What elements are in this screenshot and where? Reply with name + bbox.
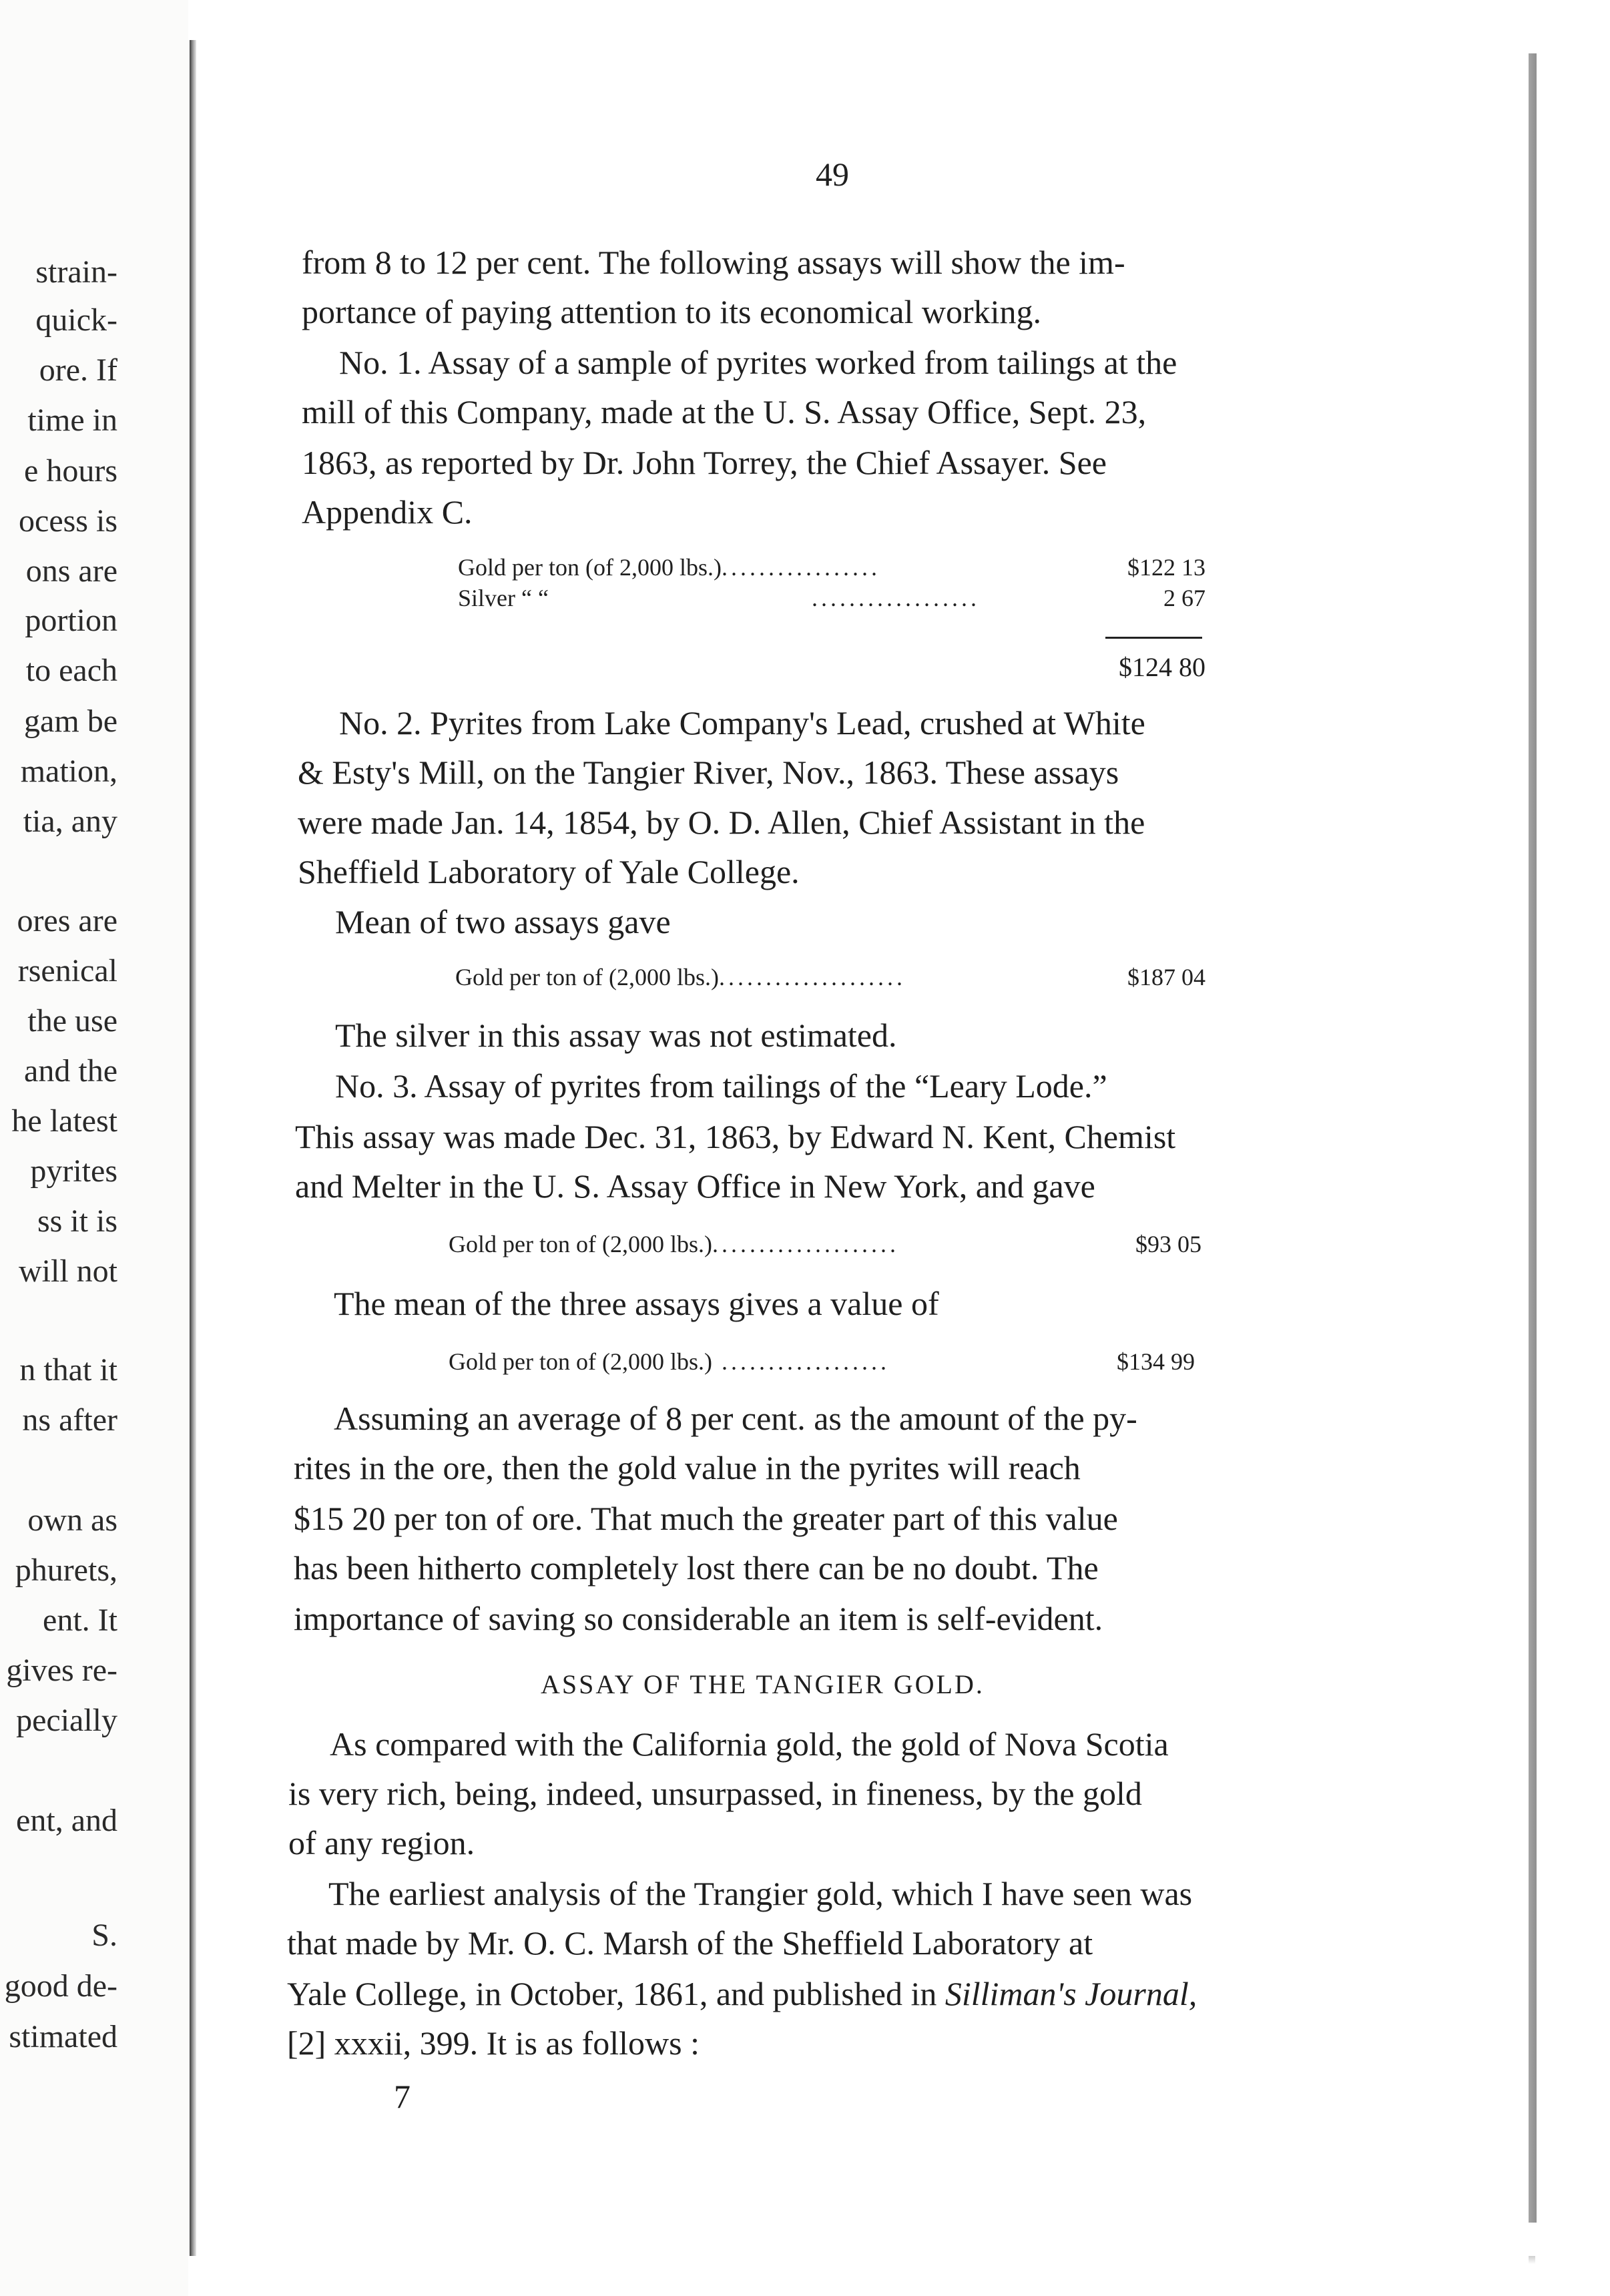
facing-text-fragment: ss it is (37, 1203, 117, 1239)
facing-text-fragment: to each (25, 653, 117, 688)
assay-total-value: $124 80 (1119, 652, 1205, 682)
facing-text-fragment: quick- (35, 302, 117, 338)
text-line: Assuming an average of 8 per cent. as the amount of the py- (334, 1400, 1137, 1437)
text-line: has been hitherto completely lost there can be no doubt. The (294, 1549, 1099, 1587)
dot-leader: .................. (812, 585, 980, 611)
facing-text-fragment: n that it (19, 1352, 117, 1388)
text-line: Mean of two assays gave (335, 903, 671, 940)
facing-text-fragment: ores are (17, 903, 117, 938)
text-line: were made Jan. 14, 1854, by O. D. Allen, Chief Assistant in the (298, 804, 1145, 841)
assay-label: Silver “ “ (458, 585, 549, 611)
text-line: [2] xxxii, 399. It is as follows : (287, 2024, 700, 2062)
text-line: portance of paying attention to its economical working. (302, 293, 1042, 330)
assay-label: Gold per ton of (2,000 lbs.) (455, 964, 719, 990)
assay-value: $93 05 (1135, 1231, 1201, 1257)
facing-text-fragment: ore. If (39, 352, 117, 388)
assay-value: $122 13 (1127, 554, 1205, 581)
assay-label: Gold per ton of (2,000 lbs.) (449, 1231, 712, 1257)
facing-text-fragment: mation, (20, 754, 117, 789)
facing-text-fragment: good de- (4, 1968, 117, 2004)
facing-text-fragment: tia, any (23, 804, 117, 839)
facing-page-fragment (0, 0, 188, 2296)
assay-row-gold (458, 555, 1205, 579)
text-line: & Esty's Mill, on the Tangier River, Nov., 1863. These assays (298, 754, 1119, 791)
page-number: 49 (816, 156, 849, 193)
text-line (302, 246, 1356, 279)
facing-text-fragment: time in (27, 402, 117, 438)
facing-text-fragment: ons are (25, 553, 117, 589)
text-line: As compared with the California gold, the gold of Nova Scotia (330, 1725, 1169, 1763)
text-line-content: from 8 to 12 per cent. The following assays will show the im- (302, 244, 1125, 281)
facing-text-fragment: e hours (24, 453, 117, 489)
sum-rule (1105, 637, 1202, 639)
facing-text-fragment: pyrites (30, 1153, 117, 1189)
facing-text-fragment: the use (27, 1003, 117, 1039)
assay-label: Gold per ton of (2,000 lbs.) (449, 1348, 712, 1375)
text-line: No. 2. Pyrites from Lake Company's Lead, crushed at White (339, 704, 1145, 742)
text-line: is very rich, being, indeed, unsurpassed, in fineness, by the gold (288, 1775, 1142, 1812)
facing-text-fragment: stimated (9, 2019, 117, 2054)
text-line: No. 1. Assay of a sample of pyrites worked from tailings at the (339, 344, 1177, 381)
facing-text-fragment: will not (18, 1253, 117, 1289)
facing-text-fragment: strain- (35, 254, 117, 290)
text-line: mill of this Company, made at the U. S. Assay Office, Sept. 23, (302, 393, 1147, 431)
assay-value: 2 67 (1163, 585, 1205, 611)
facing-text-fragment: phurets, (15, 1552, 117, 1588)
facing-text-fragment: portion (25, 603, 117, 638)
text-line: No. 3. Assay of pyrites from tailings of the “Leary Lode.” (335, 1067, 1107, 1105)
facing-text-fragment: ocess is (19, 503, 117, 539)
section-heading: ASSAY OF THE TANGIER GOLD. (541, 1669, 985, 1699)
text-line: Appendix C. (302, 493, 473, 531)
signature-mark: 7 (394, 2078, 411, 2115)
book-gutter (190, 40, 196, 2256)
assay-row-gold-mean (449, 1350, 1195, 1374)
assay-label: Gold per ton (of 2,000 lbs.) (458, 554, 722, 581)
text-line-content: Yale College, in October, 1861, and published in (287, 1975, 945, 2012)
text-line: The earliest analysis of the Trangier gold, which I have seen was (328, 1875, 1193, 1912)
text-line: The mean of the three assays gives a value of (334, 1285, 939, 1322)
text-line: $15 20 per ton of ore. That much the greater part of this value (294, 1500, 1118, 1537)
text-line: 1863, as reported by Dr. John Torrey, the Chief Assayer. See (302, 444, 1107, 481)
dot-leader: .................... (718, 964, 906, 990)
journal-title: Silliman's Journal, (945, 1975, 1197, 2012)
facing-text-fragment: gives re- (6, 1653, 117, 1688)
facing-text-fragment: pecially (16, 1703, 117, 1738)
dot-leader: .................. (712, 1348, 890, 1375)
text-line: This assay was made Dec. 31, 1863, by Edward N. Kent, Chemist (295, 1118, 1176, 1155)
facing-text-fragment: ent, and (16, 1803, 117, 1838)
text-line: importance of saving so considerable an item is self-evident. (294, 1600, 1103, 1637)
assay-value: $134 99 (1117, 1348, 1195, 1375)
text-line: Sheffield Laboratory of Yale College. (298, 853, 800, 890)
facing-text-fragment: S. (91, 1918, 117, 1953)
facing-text-fragment: rsenical (17, 953, 117, 988)
text-line: of any region. (288, 1824, 475, 1861)
dot-leader: .................... (712, 1231, 899, 1257)
text-line: rites in the ore, then the gold value in the pyrites will reach (294, 1449, 1081, 1486)
facing-text-fragment: ns after (22, 1402, 117, 1438)
text-line: The silver in this assay was not estimated. (335, 1017, 897, 1054)
assay-row-gold (449, 1232, 1201, 1256)
facing-text-fragment: own as (27, 1502, 117, 1538)
assay-row-gold (455, 965, 1205, 989)
facing-text-fragment: ent. It (43, 1603, 117, 1638)
text-line: and Melter in the U. S. Assay Office in New York, and gave (295, 1167, 1095, 1205)
facing-text-fragment: he latest (11, 1103, 117, 1139)
facing-text-fragment: and the (24, 1053, 117, 1089)
assay-row-silver (458, 586, 1205, 610)
facing-text-fragment: gam be (24, 703, 117, 739)
assay-value: $187 04 (1127, 964, 1205, 990)
text-line: that made by Mr. O. C. Marsh of the Sheffield Laboratory at (287, 1924, 1093, 1962)
text-line (287, 1977, 1197, 2010)
dot-leader: ................. (721, 554, 880, 581)
